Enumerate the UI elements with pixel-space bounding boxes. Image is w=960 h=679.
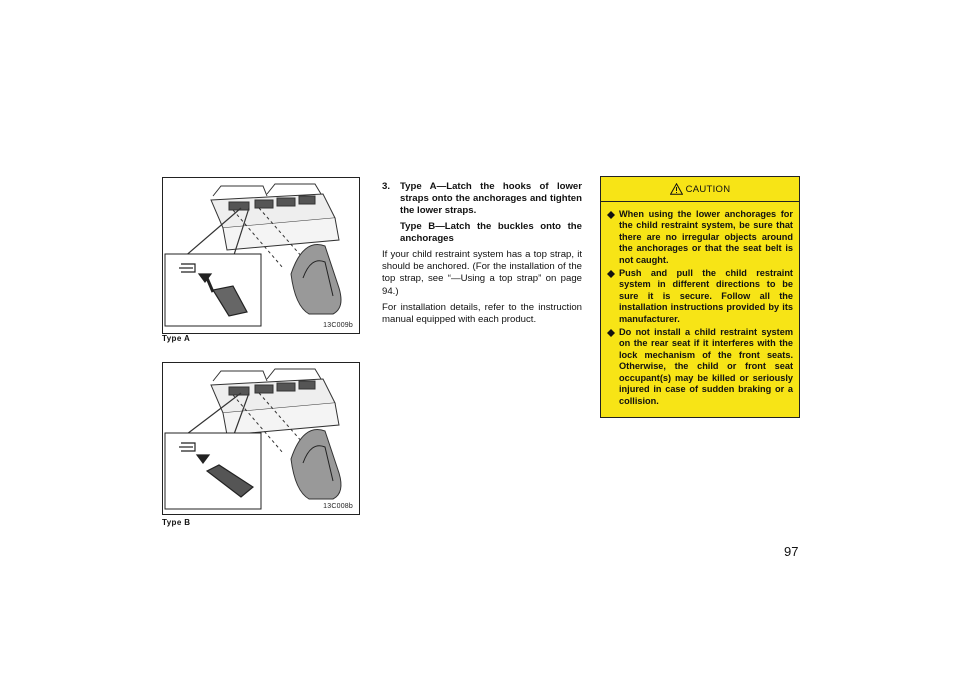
caution-item (607, 327, 793, 407)
instructions-column (382, 181, 582, 330)
top-strap-paragraph: If your child restraint system has a top strap, it should be anchored. (For the installation of the top strap, see “—Using a top strap” on page 94.) (382, 249, 582, 297)
installation-details-paragraph: For installation details, refer to the instruction manual equipped with each product. (382, 301, 582, 326)
warning-triangle-icon (670, 183, 683, 195)
step-3-type-a-text: Type A—Latch the hooks of lower straps onto the anchorages and tighten the lower straps. (400, 181, 582, 217)
caution-item (607, 209, 793, 266)
step-3-type-a (382, 181, 582, 218)
caution-item-text: Push and pull the child restraint system in different directions to be sure it is secure. Follow all the installation instructions provided by its manufacturer. (619, 268, 793, 324)
figure-caption-type-a: Type A (162, 334, 191, 343)
bullet-diamond-icon (607, 211, 615, 219)
step-3-type-b-text: Type B—Latch the buckles onto the anchorages (400, 220, 582, 244)
figure-type-b (162, 362, 360, 515)
bullet-diamond-icon (607, 270, 615, 278)
caution-header (601, 177, 799, 202)
caution-item (607, 268, 793, 325)
bullet-diamond-icon (607, 329, 615, 337)
caution-item-text: Do not install a child restraint system on the rear seat if it interferes with the lock mechanism of the front seats. Otherwise, the child or front seat occupant(s) may be killed or seriously injured in case of sudden braking or a collision. (619, 327, 793, 406)
step-number: 3. (382, 181, 391, 192)
caution-box (600, 176, 800, 418)
page-number: 97 (784, 544, 799, 559)
caution-item-text: When using the lower anchorages for the child restraint system, be sure that there are no irregular objects around the anchorages or that the seat belt is not caught. (619, 209, 793, 265)
caution-list (601, 202, 799, 407)
figure-code: 13C009b (323, 322, 353, 329)
caution-title: CAUTION (685, 183, 731, 195)
figure-caption-type-b: Type B (162, 518, 191, 527)
figure-code: 13C008b (323, 503, 353, 510)
figure-type-a (162, 177, 360, 334)
child-seat-latch-hooks-illustration (163, 178, 359, 333)
child-seat-latch-buckles-illustration (163, 363, 359, 514)
